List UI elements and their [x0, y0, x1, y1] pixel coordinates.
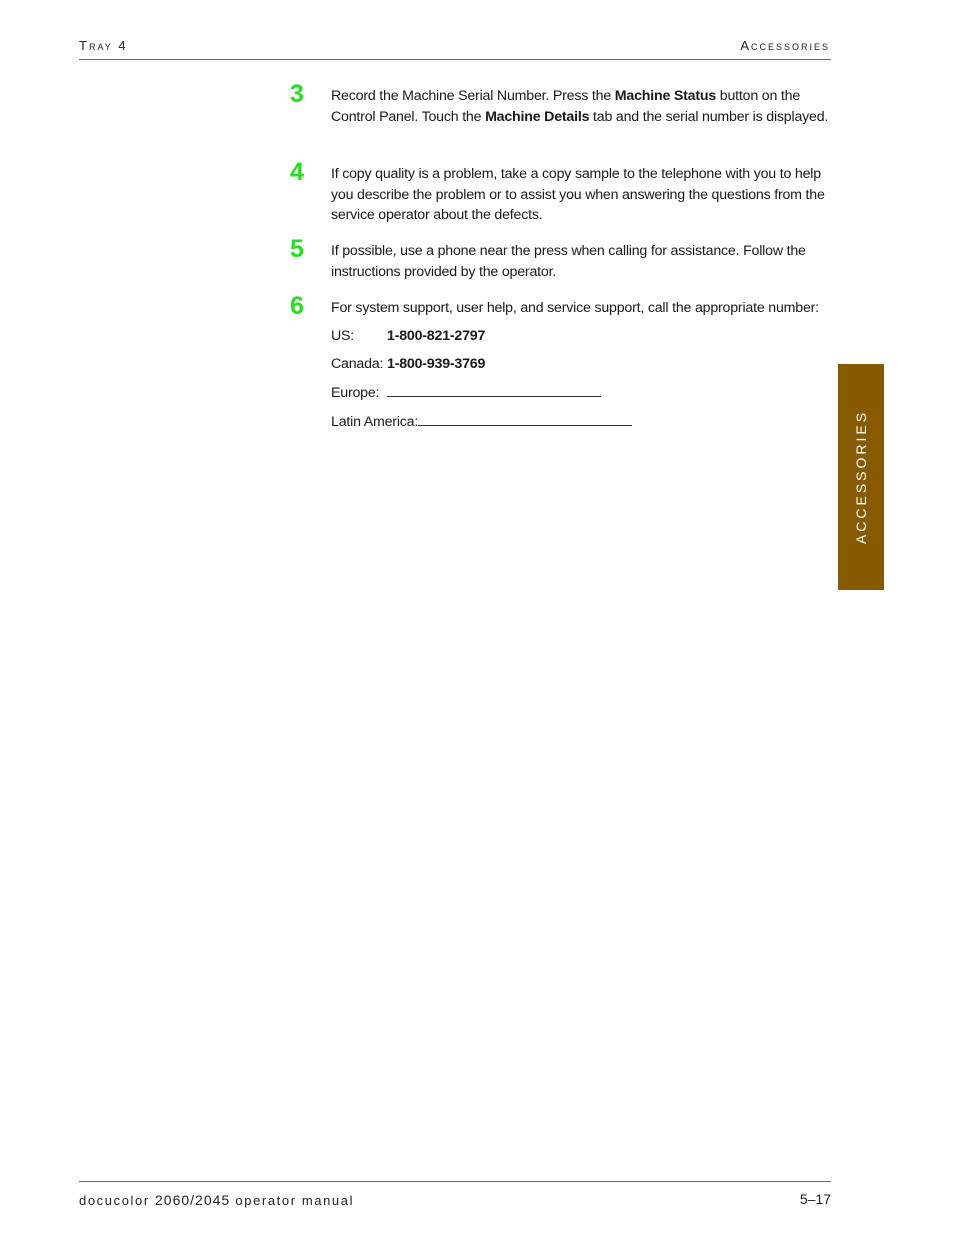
contact-phone-canada: 1-800-939-3769 — [387, 356, 486, 372]
contact-label-europe: Europe: — [331, 385, 380, 401]
contact-row-latin-america — [331, 411, 632, 432]
footer-manual-title — [79, 1192, 354, 1208]
step-3-text-part: Record the Machine Serial Number. Press the — [331, 88, 615, 104]
header-rule — [79, 59, 831, 60]
latin-america-number-blank — [418, 411, 632, 426]
footer-model: 2060/2045 — [155, 1192, 231, 1208]
side-tab-label: ACCESSORIES — [853, 409, 869, 545]
step-3-text-part: button on the Control Panel. Touch the — [331, 88, 801, 125]
europe-number-blank — [387, 382, 601, 397]
machine-details-tab-ref: Machine Details — [485, 108, 590, 125]
contact-label-us: US: — [331, 328, 355, 344]
step-3-text-part: tab and the serial number is displayed. — [589, 108, 829, 125]
step-text-5: If possible, use a phone near the press when calling for assistance. Follow the instructions provided by the operator. — [331, 243, 806, 280]
step-text-3 — [331, 86, 831, 127]
contact-phone-us: 1-800-821-2797 — [387, 328, 486, 344]
footer-brand: docucolor — [79, 1193, 150, 1208]
contact-row-canada — [331, 354, 485, 374]
contact-row-us — [331, 326, 485, 346]
page-number: 5–17 — [799, 1191, 831, 1207]
running-header-chapter: Tray 4 — [79, 38, 128, 53]
footer-manual: operator manual — [235, 1193, 355, 1208]
step-number-4: 4 — [290, 158, 304, 186]
step-text-4: If copy quality is a problem, take a copy sample to the telephone with you to help you describe the problem or to assist you when answering the questions from the service operator about the defects. — [331, 166, 825, 223]
step-text-6: For system support, user help, and service support, call the appropriate number: — [331, 300, 819, 316]
footer-rule — [79, 1181, 831, 1182]
contact-label-canada: Canada: — [331, 356, 384, 372]
step-number-3: 3 — [290, 80, 304, 108]
step-number-5: 5 — [290, 235, 304, 263]
contact-label-latin-america: Latin America: — [331, 414, 419, 430]
machine-status-button-ref: Machine Status — [614, 88, 717, 104]
section-side-tab — [838, 364, 884, 590]
contact-row-europe — [331, 382, 601, 403]
step-number-6: 6 — [290, 292, 304, 320]
running-header-section: Accessories — [740, 38, 830, 53]
